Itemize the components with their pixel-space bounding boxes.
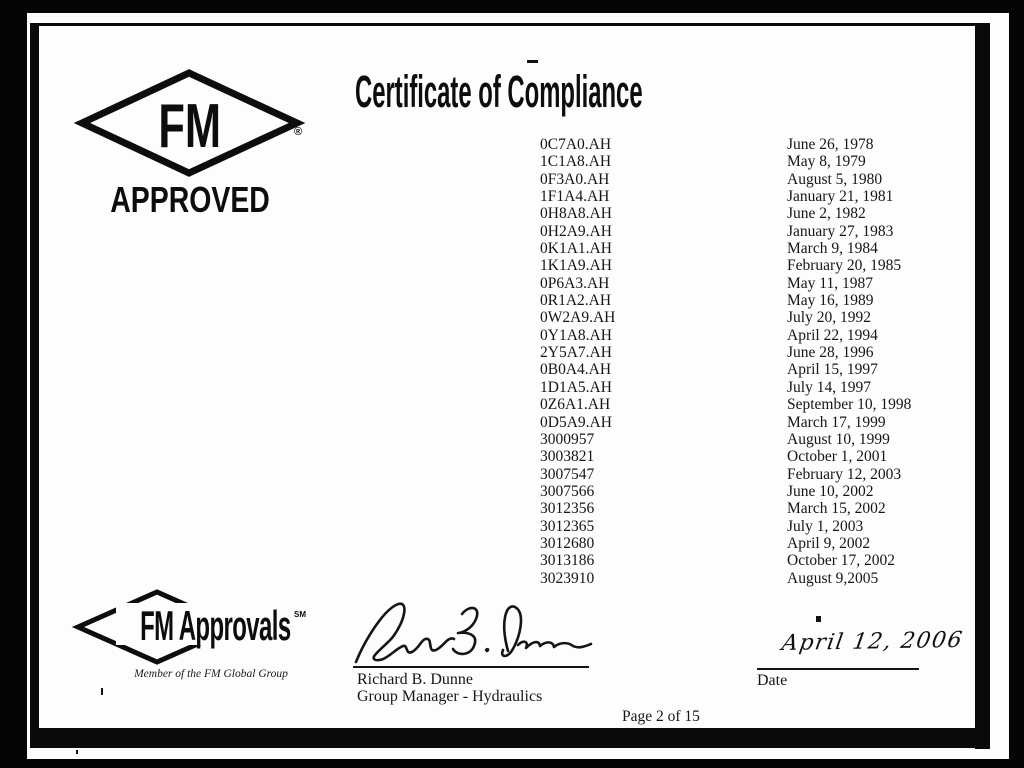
- date-label: Date: [757, 672, 788, 689]
- certificate-date: October 1, 2001: [787, 448, 888, 466]
- certificate-number: 0B0A4.AH: [540, 361, 612, 379]
- certificate-row: [540, 414, 970, 431]
- certificate-number: 3007547: [540, 465, 595, 483]
- certificate-row: [540, 379, 970, 396]
- certificate-row: [540, 223, 970, 240]
- scan-artifact: [527, 60, 538, 63]
- certificate-row: [540, 205, 970, 222]
- certificate-date: October 17, 2002: [787, 552, 896, 570]
- certificate-row: [540, 570, 970, 587]
- scan-artifact: [816, 616, 821, 622]
- certificate-number: 3023910: [540, 569, 595, 587]
- certificate-number: 0C7A0.AH: [540, 136, 612, 153]
- date-line: [757, 668, 919, 670]
- signature-stroke: [486, 649, 488, 651]
- signature-stroke: [502, 606, 521, 655]
- certificate-number: 3012365: [540, 517, 595, 535]
- certificate-date: February 20, 1985: [787, 257, 902, 275]
- certificate-number: 0R1A2.AH: [540, 292, 612, 310]
- certificate-date: June 26, 1978: [787, 136, 874, 153]
- registered-trademark-icon: ®: [294, 126, 303, 138]
- scan-border-right: [975, 23, 990, 749]
- certificate-number: 0D5A9.AH: [540, 413, 612, 431]
- certificate-date: April 15, 1997: [787, 361, 878, 379]
- certificate-number: 0Y1A8.AH: [540, 326, 612, 344]
- signer-title: Group Manager - Hydraulics: [357, 688, 543, 705]
- fm-approvals-wordmark: FM Approvals: [140, 603, 292, 650]
- certificate-number: 3013186: [540, 552, 595, 570]
- certificate-number: 2Y5A7.AH: [540, 344, 612, 362]
- certificate-row: [540, 535, 970, 552]
- certificate-date: May 11, 1987: [787, 274, 873, 292]
- certificate-date: June 28, 1996: [787, 344, 874, 362]
- certificate-row: [540, 448, 970, 465]
- certificate-number: 3007566: [540, 482, 595, 500]
- certificate-row: [540, 344, 970, 361]
- handwritten-signature: [350, 598, 595, 670]
- scan-artifact: [101, 688, 103, 695]
- scan-border-left: [30, 23, 39, 748]
- certificate-date: July 14, 1997: [787, 378, 871, 396]
- certificate-date: August 5, 1980: [787, 170, 883, 188]
- certificate-number: 1F1A4.AH: [540, 188, 610, 206]
- approved-label: APPROVED: [110, 179, 270, 220]
- certificate-row: [540, 275, 970, 292]
- signature-stroke: [518, 642, 591, 648]
- certificate-row: [540, 361, 970, 378]
- certificate-date: March 17, 1999: [787, 413, 886, 431]
- certificate-row: [540, 552, 970, 569]
- certificate-date: July 1, 2003: [787, 517, 864, 535]
- certificate-date: July 20, 1992: [787, 309, 871, 327]
- certificate-row: [540, 136, 970, 153]
- certificate-row: [540, 431, 970, 448]
- certificate-row: [540, 240, 970, 257]
- certificate-date: January 27, 1983: [787, 222, 894, 240]
- certificate-date: June 2, 1982: [787, 205, 866, 223]
- certificate-date: April 9, 2002: [787, 534, 871, 552]
- certificate-row: [540, 396, 970, 413]
- certificate-number: 0P6A3.AH: [540, 274, 610, 292]
- certificate-row: [540, 171, 970, 188]
- certificate-date: February 12, 2003: [787, 465, 902, 483]
- certificate-date: January 21, 1981: [787, 188, 894, 206]
- certificate-row: [540, 292, 970, 309]
- certificate-number: 0F3A0.AH: [540, 170, 610, 188]
- certificate-date: May 16, 1989: [787, 292, 874, 310]
- fm-approved-logo: [70, 65, 310, 180]
- certificate-number: 0H2A9.AH: [540, 222, 612, 240]
- fm-logo-text: FM: [158, 92, 222, 161]
- certificate-row: [540, 500, 970, 517]
- certificate-number: 3003821: [540, 448, 595, 466]
- certificate-date: August 9,2005: [787, 569, 879, 587]
- handwritten-date: April 12, 2006: [780, 627, 966, 656]
- certificate-date: September 10, 1998: [787, 396, 912, 414]
- certificate-row: [540, 153, 970, 170]
- approved-wordmark: [70, 179, 310, 221]
- certificate-number: 0Z6A1.AH: [540, 396, 611, 414]
- certificate-date: May 8, 1979: [787, 153, 866, 171]
- scan-border-top: [30, 23, 990, 26]
- service-mark-icon: SM: [294, 610, 306, 619]
- certificate-row: [540, 518, 970, 535]
- certificate-row: [540, 309, 970, 326]
- certificate-date: April 22, 1994: [787, 326, 878, 344]
- certificate-row: [540, 257, 970, 274]
- certificate-number: 1C1A8.AH: [540, 153, 612, 171]
- certificate-number: 1D1A5.AH: [540, 378, 612, 396]
- certificate-number: 1K1A9.AH: [540, 257, 612, 275]
- certificate-date: August 10, 1999: [787, 430, 890, 448]
- scan-artifact: [76, 750, 78, 754]
- certificate-row: [540, 327, 970, 344]
- certificate-date: June 10, 2002: [787, 482, 874, 500]
- page-title: Certificate of Compliance: [355, 66, 643, 117]
- certificate-number: 0W2A9.AH: [540, 309, 616, 327]
- certificate-number: 0K1A1.AH: [540, 240, 612, 258]
- signer-name: Richard B. Dunne: [357, 671, 473, 688]
- certificate-number: 3012356: [540, 500, 595, 518]
- fm-global-tagline: Member of the FM Global Group: [134, 668, 288, 680]
- page-number: Page 2 of 15: [622, 708, 700, 725]
- certificate-list: [540, 136, 970, 587]
- certificate-row: [540, 483, 970, 500]
- certificate-row: [540, 188, 970, 205]
- certificate-number: 3000957: [540, 430, 595, 448]
- certificate-row: [540, 466, 970, 483]
- certificate-number: 0H8A8.AH: [540, 205, 612, 223]
- signature-stroke: [453, 608, 477, 654]
- signature-line: [353, 666, 589, 668]
- certificate-date: March 9, 1984: [787, 240, 878, 258]
- certificate-number: 3012680: [540, 534, 595, 552]
- certificate-date: March 15, 2002: [787, 500, 886, 518]
- signature-stroke: [356, 604, 454, 662]
- scan-border-bottom: [30, 728, 990, 748]
